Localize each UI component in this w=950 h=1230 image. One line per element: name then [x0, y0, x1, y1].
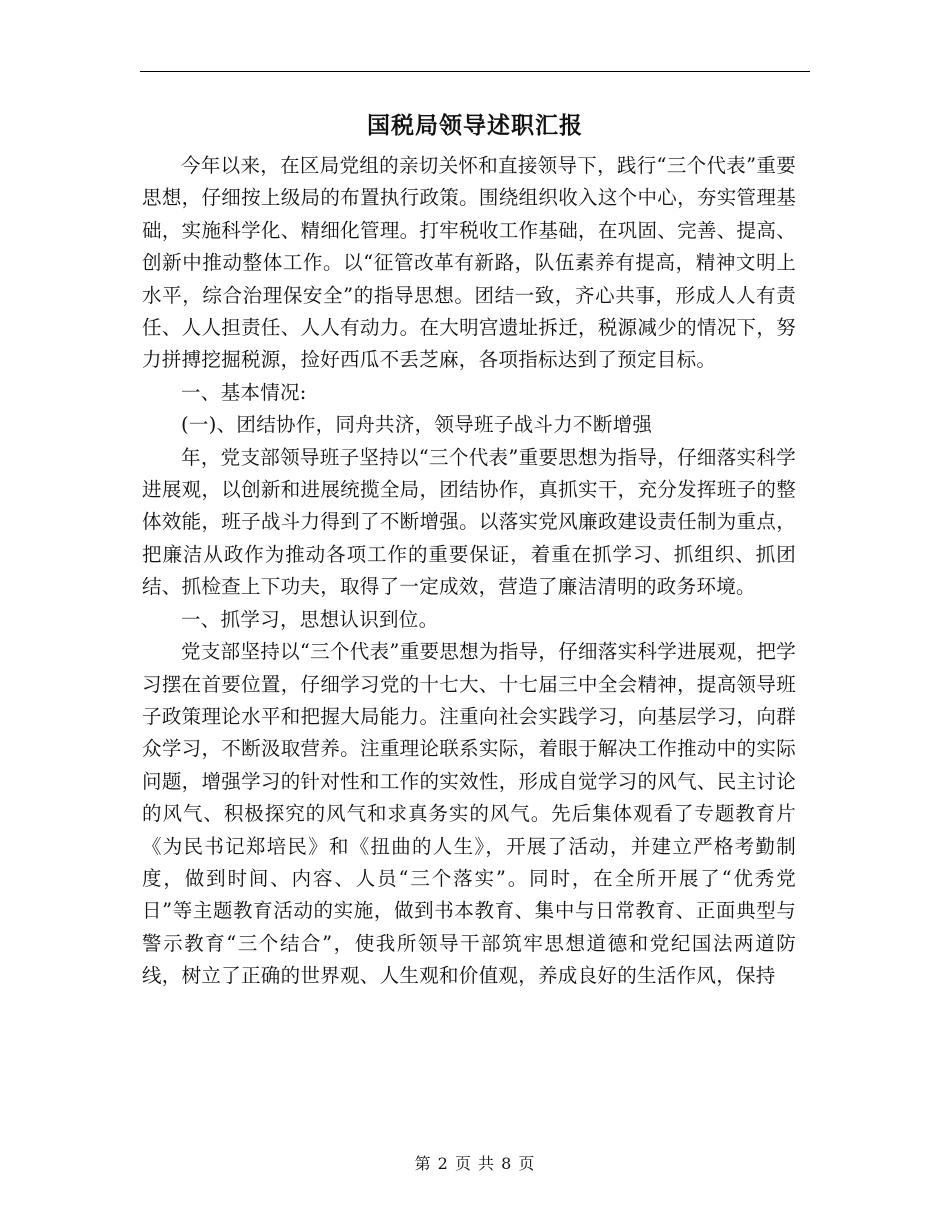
page-number: 第 2 页 共 8 页: [414, 1154, 536, 1173]
paragraph-study-heading: 一、抓学习，思想认识到位。: [181, 607, 439, 631]
document-body: [142, 150, 796, 993]
paragraph-subsection-heading: (一)、团结协作，同舟共济，领导班子战斗力不断增强: [181, 413, 653, 437]
document-title: 国税局领导述职汇报: [367, 112, 583, 139]
header-rule: [140, 71, 810, 72]
paragraph-intro: 今年以来，在区局党组的亲切关怀和直接领导下，践行“三个代表”重要思想，仔细按上级局的布置执行政策。围绕组织收入这个中心，夯实管理基础，实施科学化、精细化管理。打牢税收工作基础，在巩固、完善、提高、创新中推动整体工作。以“征管改革有新路，队伍素养有提高，精神文明上水平，综合治理保安全”的指导思想。团结一致，齐心共事，形成人人有责任、人人担责任、人人有动力。在大明宫遗址拆迁，税源减少的情况下，努力拼搏挖掘税源，捡好西瓜不丢芝麻，各项指标达到了预定目标。: [142, 154, 796, 372]
paragraph-study: 党支部坚持以“三个代表”重要思想为指导，仔细落实科学进展观，把学习摆在首要位置，仔细学习党的十七大、十七届三中全会精神，提高领导班子政策理论水平和把握大局能力。注重向社会实践学习，向基层学习，向群众学习，不断汲取营养。注重理论联系实际，着眼于解决工作推动中的实际问题，增强学习的针对性和工作的实效性，形成自觉学习的风气、民主讨论的风气、积极探究的风气和求真务实的风气。先后集体观看了专题教育片《为民书记郑培民》和《扭曲的人生》，开展了活动，并建立严格考勤制度，做到时间、内容、人员“三个落实”。同时，在全所开展了“优秀党日”等主题教育活动的实施，做到书本教育、集中与日常教育、正面典型与警示教育“三个结合”，使我所领导干部筑牢思想道德和党纪国法两道防线，树立了正确的世界观、人生观和价值观，养成良好的生活作风，保持: [142, 640, 796, 988]
paragraph-section-heading: 一、基本情况:: [181, 380, 307, 404]
paragraph-leadership: 年，党支部领导班子坚持以“三个代表”重要思想为指导，仔细落实科学进展观，以创新和进展统揽全局，团结协作，真抓实干，充分发挥班子的整体效能，班子战斗力得到了不断增强。以落实党风廉政建设责任制为重点，把廉洁从政作为推动各项工作的重要保证，着重在抓学习、抓组织、抓团结、抓检查上下功夫，取得了一定成效，营造了廉洁清明的政务环境。: [142, 445, 796, 599]
